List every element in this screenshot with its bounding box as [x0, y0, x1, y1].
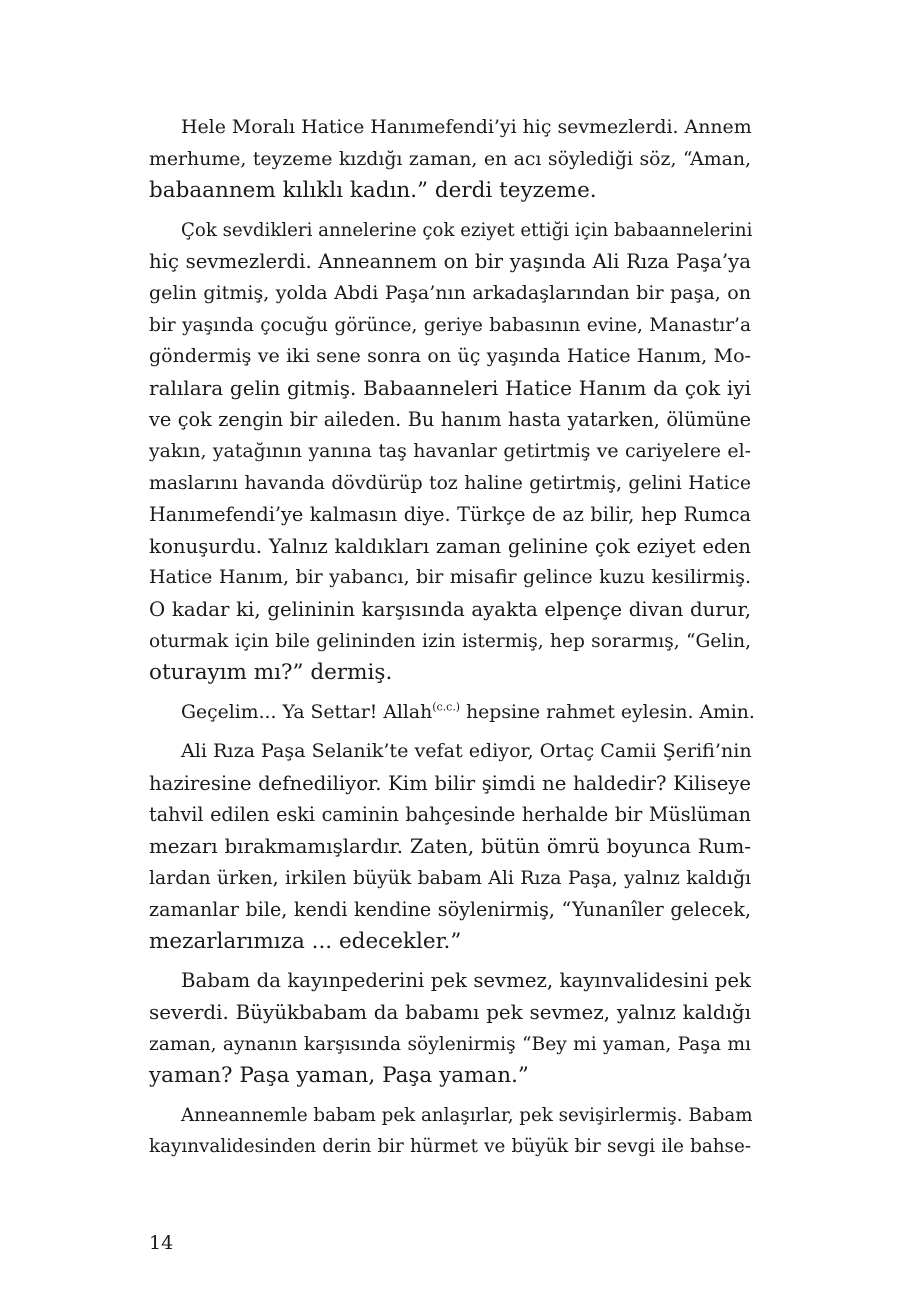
text-line: kayınvalidesinden derin bir hürmet ve büyük bir sevgi ile bahse-: [149, 1136, 751, 1158]
paragraph-5: [149, 965, 751, 1091]
text-line: lardan ürken, irkilen büyük babam Ali Rıza Paşa, yalnız kaldığı: [149, 867, 751, 889]
paragraph-6: [149, 1100, 751, 1163]
text-line: konuşurdu. Yalnız kaldıkları zaman gelinine çok eziyet eden: [149, 534, 751, 558]
text-line: haziresine defnediliyor. Kim bilir şimdi ne haldedir? Kiliseye: [149, 771, 751, 795]
text-line: zamanlar bile, kendi kendine söylenirmiş, “Yunanîler gelecek,: [149, 898, 751, 922]
text-line: Hanımefendi’ye kalmasın diye. Türkçe de az bilir, hep Rumca: [149, 503, 751, 527]
text-line: babaannem kılıklı kadın.” derdi teyzeme.: [149, 178, 597, 204]
text-segment: Geçelim... Ya Settar! Allah: [181, 701, 433, 723]
text-line: mezarlarımıza ... edecekler.”: [149, 928, 462, 954]
text-line: O kadar ki, gelininin karşısında ayakta elpençe divan durur,: [149, 597, 751, 621]
text-line: yaman? Paşa yaman, Paşa yaman.”: [149, 1063, 529, 1089]
text-line: hiç sevmezlerdi. Anneannem on bir yaşında Ali Rıza Paşa’ya: [149, 250, 751, 274]
text-line: Ali Rıza Paşa Selanik’te vefat ediyor, Ortaç Camii Şerifi’nin: [181, 740, 752, 763]
text-line: zaman, aynanın karşısında söylenirmiş “Bey mi yaman, Paşa mı: [149, 1033, 751, 1055]
text-line: [149, 697, 755, 729]
page-number: 14: [149, 1232, 174, 1254]
text-segment: hepsine rahmet eylesin. Amin.: [460, 701, 755, 723]
body-text: [149, 112, 755, 1171]
text-line: severdi. Büyükbabam da babamı pek sevmez, yalnız kaldığı: [149, 1001, 751, 1025]
text-line: yakın, yatağının yanına taş havanlar getirtmiş ve cariyelere el-: [149, 439, 751, 462]
text-line: oturmak için bile gelininden izin istermiş, hep sorarmış, “Gelin,: [149, 630, 751, 652]
text-line: ve çok zengin bir aileden. Bu hanım hasta yatarken, ölümüne: [149, 408, 751, 432]
paragraph-1: [149, 112, 751, 207]
text-line: merhume, teyzeme kızdığı zaman, en acı söylediği söz, “Aman,: [149, 147, 751, 170]
text-line: ralılara gelin gitmiş. Babaanneleri Hatice Hanım da çok iyi: [149, 375, 751, 400]
text-line: mezarı bırakmamışlardır. Zaten, bütün ömrü boyunca Rum-: [149, 835, 751, 859]
paragraph-3: [149, 697, 755, 729]
text-line: maslarını havanda dövdürüp toz haline getirtmiş, gelini Hatice: [149, 472, 751, 494]
text-line: gelin gitmiş, yolda Abdi Paşa’nın arkadaşlarından bir paşa, on: [149, 281, 751, 304]
text-line: tahvil edilen eski caminin bahçesinde herhalde bir Müslüman: [149, 803, 751, 827]
text-line: Anneannemle babam pek anlaşırlar, pek sevişirlermiş. Babam: [181, 1104, 753, 1126]
paragraph-2: [149, 215, 751, 689]
text-line: Çok sevdikleri annelerine çok eziyet ettiği için babaannelerini: [181, 219, 753, 241]
text-line: Babam da kayınpederini pek sevmez, kayınvalidesini pek: [181, 969, 751, 993]
text-line: göndermiş ve iki sene sonra on üç yaşında Hatice Hanım, Mo-: [149, 345, 751, 368]
text-line: Hatice Hanım, bir yabancı, bir misafir gelince kuzu kesilirmiş.: [149, 566, 751, 589]
paragraph-4: [149, 736, 751, 957]
text-line: Hele Moralı Hatice Hanımefendi’yi hiç sevmezlerdi. Annem: [181, 116, 752, 138]
text-line: oturayım mı?” dermiş.: [149, 660, 393, 686]
text-line: bir yaşında çocuğu görünce, geriye babasının evine, Manastır’a: [149, 314, 751, 336]
honorific-superscript: (c.c.): [432, 700, 461, 714]
